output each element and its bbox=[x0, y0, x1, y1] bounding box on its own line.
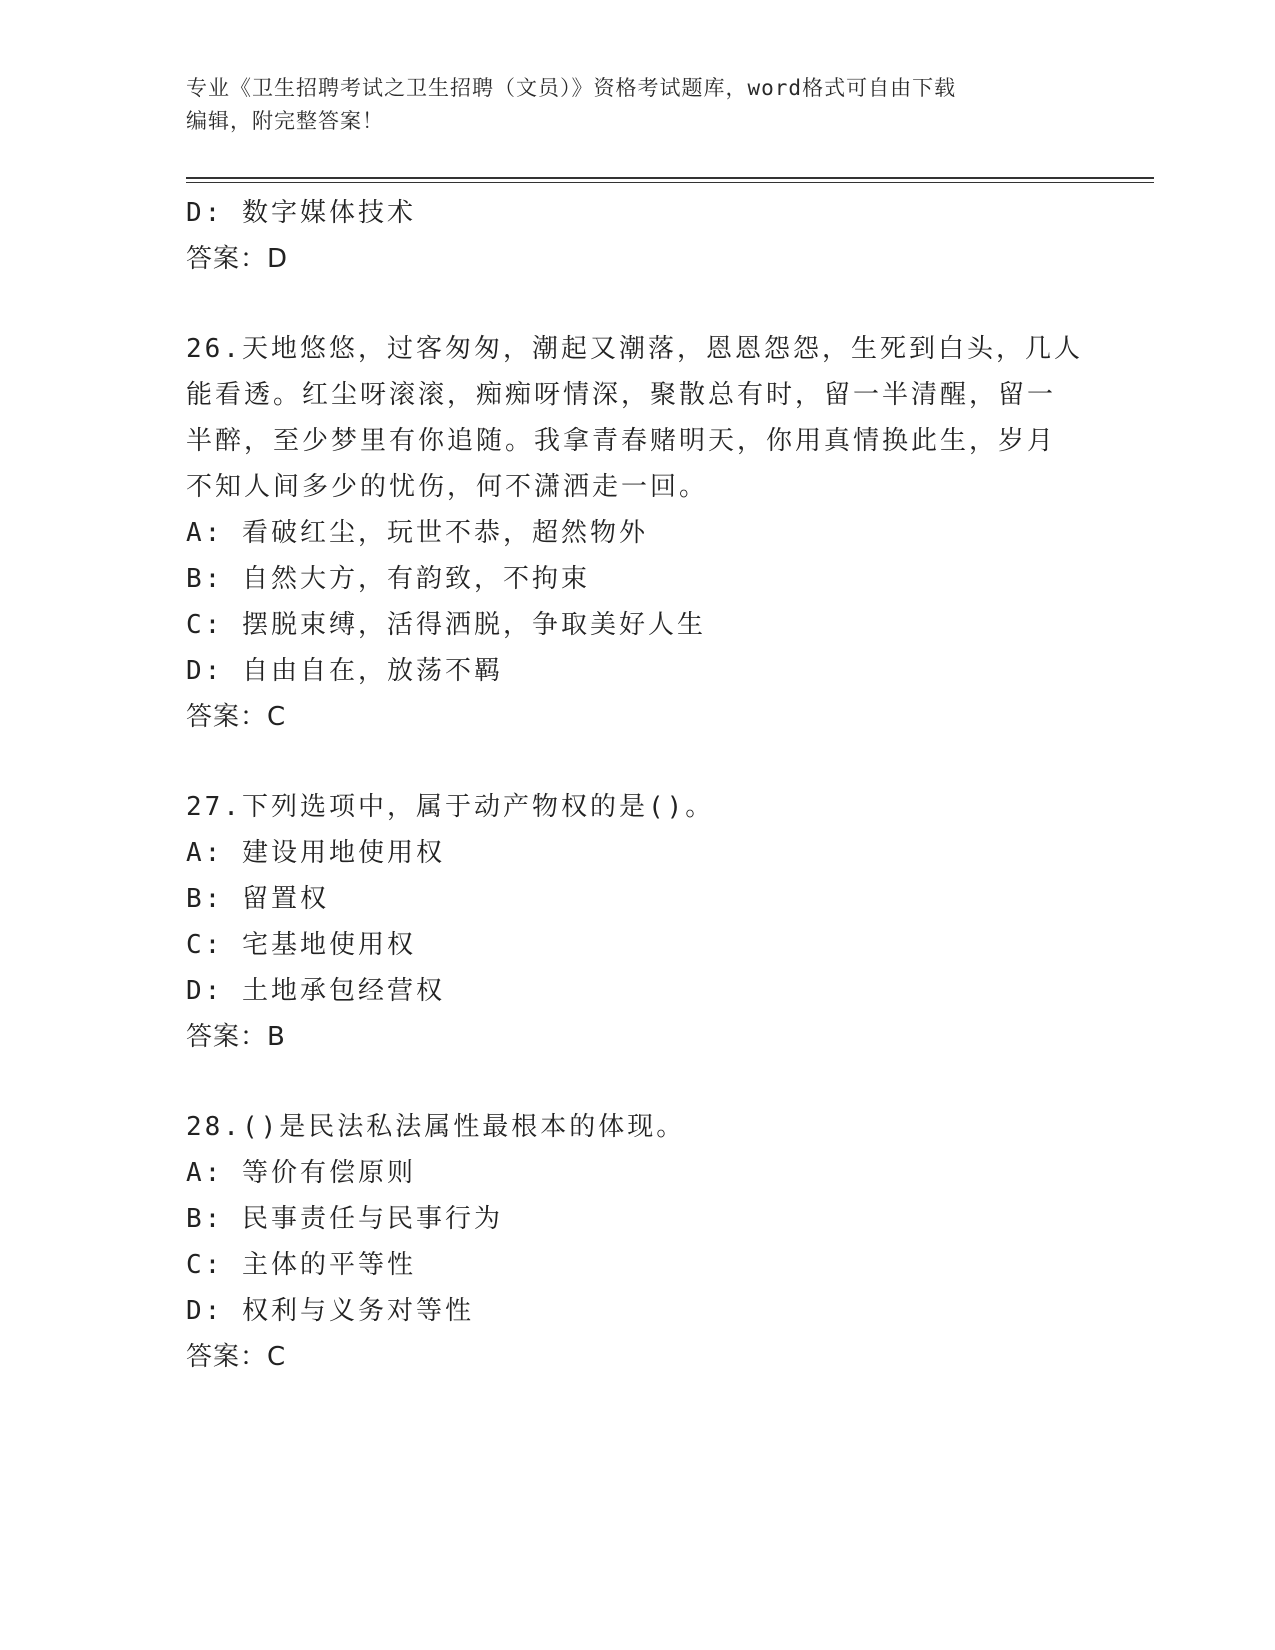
option-b: B: 留置权 bbox=[186, 884, 329, 914]
option-c: C: 摆脱束缚，活得洒脱，争取美好人生 bbox=[186, 610, 706, 640]
option-d: D: 权利与义务对等性 bbox=[186, 1296, 474, 1326]
question-content bbox=[186, 190, 1086, 1380]
prev-option-d: D: 数字媒体技术 bbox=[186, 198, 416, 228]
option-b: B: 自然大方，有韵致，不拘束 bbox=[186, 564, 590, 594]
document-header bbox=[186, 72, 1086, 138]
option-a: A: 看破红尘，玩世不恭，超然物外 bbox=[186, 518, 648, 548]
question-stem-line: 28.()是民法私法属性最根本的体现。 bbox=[186, 1112, 686, 1142]
header-line-1: 专业《卫生招聘考试之卫生招聘（文员）》资格考试题库，word格式可自由下载 bbox=[186, 76, 957, 100]
header-rule-thin bbox=[186, 182, 1154, 183]
option-c: C: 宅基地使用权 bbox=[186, 930, 416, 960]
prev-answer: 答案：D bbox=[186, 244, 289, 274]
option-c: C: 主体的平等性 bbox=[186, 1250, 416, 1280]
option-d: D: 自由自在，放荡不羁 bbox=[186, 656, 503, 686]
option-a: A: 建设用地使用权 bbox=[186, 838, 445, 868]
question-stem-line: 半醉，至少梦里有你追随。我拿青春赌明天，你用真情换此生，岁月 bbox=[186, 426, 1057, 456]
option-b: B: 民事责任与民事行为 bbox=[186, 1204, 503, 1234]
answer: 答案：C bbox=[186, 1342, 287, 1372]
header-rule-thick bbox=[186, 177, 1154, 179]
question-27 bbox=[186, 784, 1086, 1060]
question-stem-line: 26.天地悠悠，过客匆匆，潮起又潮落，恩恩怨怨，生死到白头，几人 bbox=[186, 334, 1083, 364]
question-28 bbox=[186, 1104, 1086, 1380]
option-a: A: 等价有偿原则 bbox=[186, 1158, 416, 1188]
answer: 答案：C bbox=[186, 702, 287, 732]
question-26 bbox=[186, 326, 1086, 740]
option-d: D: 土地承包经营权 bbox=[186, 976, 445, 1006]
header-line-2: 编辑，附完整答案！ bbox=[186, 109, 384, 133]
question-stem-line: 不知人间多少的忧伤，何不潇洒走一回。 bbox=[186, 472, 709, 502]
spacer bbox=[186, 282, 1086, 326]
question-stem-line: 能看透。红尘呀滚滚，痴痴呀情深，聚散总有时，留一半清醒，留一 bbox=[186, 380, 1057, 410]
question-stem-line: 27.下列选项中，属于动产物权的是()。 bbox=[186, 792, 715, 822]
spacer bbox=[186, 1060, 1086, 1104]
answer: 答案：B bbox=[186, 1022, 286, 1052]
spacer bbox=[186, 740, 1086, 784]
